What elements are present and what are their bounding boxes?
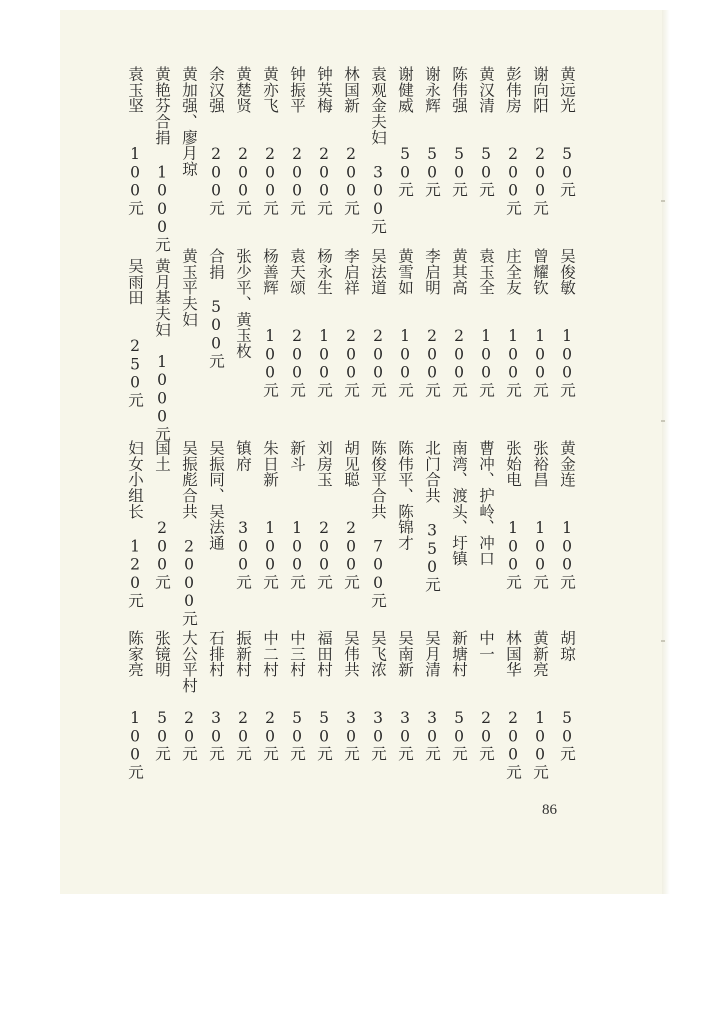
donor-entry: 镇府 300元 — [234, 440, 252, 590]
donor-entry: 朱日新 100元 — [261, 440, 279, 590]
donor-entry: 中一 20元 — [477, 630, 495, 762]
donor-entry: 黄楚贤 200元 — [234, 66, 252, 216]
donor-entry: 李启祥 200元 — [342, 248, 360, 398]
donor-entry: 吴飞浓 30元 — [369, 630, 387, 762]
donor-entry: 袁玉坚 100元 — [126, 66, 144, 216]
donor-entry: 黄玉平夫妇 — [180, 248, 198, 327]
page-edge — [662, 10, 670, 894]
page-number: 86 — [542, 802, 557, 818]
donor-entry: 张裕昌 100元 — [531, 440, 549, 590]
donor-entry: 李启明 200元 — [423, 248, 441, 398]
edge-mark — [661, 200, 665, 202]
donor-entry: 黄亦飞 200元 — [261, 66, 279, 216]
donor-entry: 黄加强、廖月琼 — [180, 66, 198, 177]
donor-entry: 黄远光 50元 — [558, 66, 576, 198]
edge-mark — [661, 640, 665, 642]
donor-entry: 陈伟平、陈锦才 — [396, 440, 414, 551]
donor-entry: 张始电 100元 — [504, 440, 522, 590]
donor-entry: 新斗 100元 — [288, 440, 306, 590]
donor-entry: 中二村 20元 — [261, 630, 279, 762]
donor-entry: 妇女小组长 120元 — [126, 440, 144, 608]
donor-entry: 林国新 200元 — [342, 66, 360, 216]
donor-entry: 袁观金夫妇 300元 — [369, 66, 387, 234]
donor-entry: 杨善辉 100元 — [261, 248, 279, 398]
donor-entry: 南湾、渡头、圩镇 — [450, 440, 468, 567]
donor-entry: 谢健威 50元 — [396, 66, 414, 198]
donor-entry: 新塘村 50元 — [450, 630, 468, 762]
donor-entry: 振新村 20元 — [234, 630, 252, 762]
donor-entry: 国土 200元 — [153, 440, 171, 590]
donor-entry: 袁玉全 100元 — [477, 248, 495, 398]
donor-entry: 吴法道 200元 — [369, 248, 387, 398]
donor-entry: 吴俊敏 100元 — [558, 248, 576, 398]
donor-entry: 曾耀钦 100元 — [531, 248, 549, 398]
donor-entry: 大公平村 20元 — [180, 630, 198, 762]
donor-entry: 胡琼 50元 — [558, 630, 576, 762]
donor-entry: 吴振彪合共 2000元 — [180, 440, 198, 627]
donor-entry: 黄艳芬合捐 1000元 — [153, 66, 171, 253]
donor-entry: 袁天颂 200元 — [288, 248, 306, 398]
donor-entry: 彭伟房 200元 — [504, 66, 522, 216]
donor-entry: 余汉强 200元 — [207, 66, 225, 216]
donor-entry: 陈家亮 100元 — [126, 630, 144, 780]
donor-entry: 张少平、黄玉枚 — [234, 248, 252, 359]
donor-entry: 黄金连 100元 — [558, 440, 576, 590]
donor-entry: 庄全友 100元 — [504, 248, 522, 398]
donor-entry: 张镜明 50元 — [153, 630, 171, 762]
donor-entry: 陈俊平合共 700元 — [369, 440, 387, 608]
donor-entry: 吴月清 30元 — [423, 630, 441, 762]
donor-entry: 曹冲、护岭、冲口 — [477, 440, 495, 567]
donor-entry: 吴振同、吴法通 — [207, 440, 225, 551]
donor-entry: 吴南新 30元 — [396, 630, 414, 762]
edge-mark — [661, 420, 665, 422]
donor-entry: 杨永生 100元 — [315, 248, 333, 398]
donor-entry: 钟英梅 200元 — [315, 66, 333, 216]
donor-entry: 黄汉清 50元 — [477, 66, 495, 198]
donor-entry: 黄雪如 100元 — [396, 248, 414, 398]
donor-entry: 陈伟强 50元 — [450, 66, 468, 198]
donor-entry: 吴雨田 250元 — [126, 258, 144, 408]
donor-entry: 谢永辉 50元 — [423, 66, 441, 198]
donor-entry: 林国华 200元 — [504, 630, 522, 780]
donor-entry: 福田村 50元 — [315, 630, 333, 762]
donor-entry: 刘房玉 200元 — [315, 440, 333, 590]
donor-entry: 吴伟共 30元 — [342, 630, 360, 762]
donor-entry: 石排村 30元 — [207, 630, 225, 762]
donor-entry: 胡见聪 200元 — [342, 440, 360, 590]
donor-entry: 黄月基夫妇 1000元 — [153, 258, 171, 442]
donor-entry: 钟振平 200元 — [288, 66, 306, 216]
donor-entry: 谢向阳 200元 — [531, 66, 549, 216]
donor-entry: 黄其高 200元 — [450, 248, 468, 398]
donor-entry: 中三村 50元 — [288, 630, 306, 762]
donor-entry: 北门合共 350元 — [423, 440, 441, 593]
donor-entry: 合捐 500元 — [207, 248, 225, 369]
donor-entry: 黄新亮 100元 — [531, 630, 549, 780]
